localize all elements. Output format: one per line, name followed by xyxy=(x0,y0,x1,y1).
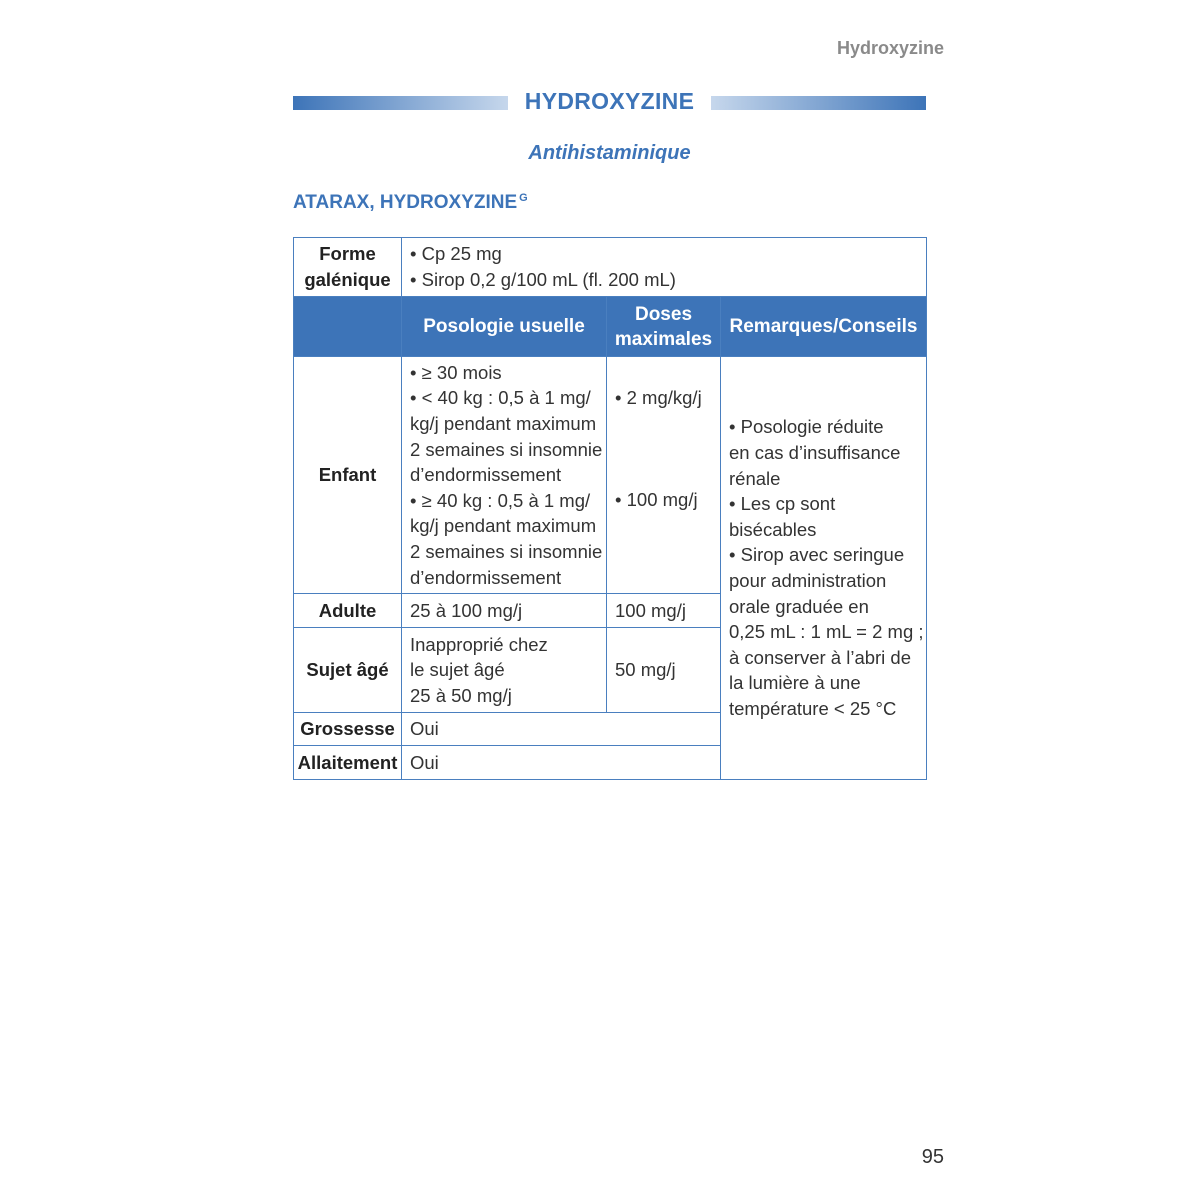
enfant-dose-1: • 2 mg/kg/j xyxy=(615,387,702,408)
sujet-age-dose: 50 mg/j xyxy=(607,628,721,713)
forme-value xyxy=(402,238,927,297)
sujet-age-posologie: Inapproprié chez le sujet âgé 25 à 50 mg/j xyxy=(402,628,607,713)
product-name-text: ATARAX, HYDROXYZINE xyxy=(293,192,518,213)
sujet-age-label: Sujet âgé xyxy=(294,628,402,713)
title-banner xyxy=(293,88,926,120)
drug-class: Antihistaminique xyxy=(528,142,691,164)
header-row xyxy=(294,297,927,357)
forme-item: • Cp 25 mg xyxy=(410,243,502,265)
running-head: Hydroxyzine xyxy=(836,38,944,58)
enfant-doses xyxy=(607,357,721,594)
page-number: 95 xyxy=(921,1146,944,1168)
header-remarques: Remarques/Conseils xyxy=(721,297,927,357)
adulte-dose: 100 mg/j xyxy=(607,594,721,628)
allaitement-value: Oui xyxy=(402,746,721,780)
enfant-label: Enfant xyxy=(294,357,402,594)
title-bar-right xyxy=(711,96,926,110)
header-doses: Doses maximales xyxy=(607,297,721,357)
remarques-cell: • Posologie réduite en cas d’insuffisance rénale • Les cp sont bisécables • Sirop avec seringue pour administration orale graduée en 0,25 mL : 1 mL = 2 mg ; à conserver à l’abri de la lumière à une température < 25 °C xyxy=(721,357,927,780)
grossesse-value: Oui xyxy=(402,713,721,746)
enfant-posologie: • ≥ 30 mois • < 40 kg : 0,5 à 1 mg/ kg/j pendant maximum 2 semaines si insomnie d’endormissement • ≥ 40 kg : 0,5 à 1 mg/ kg/j pendant maximum 2 semaines si insomnie d’endormissement xyxy=(402,357,607,594)
header-posologie: Posologie usuelle xyxy=(402,297,607,357)
header-empty-cell xyxy=(294,297,402,357)
page-title: HYDROXYZINE xyxy=(524,88,695,114)
allaitement-label: Allaitement xyxy=(294,746,402,780)
enfant-row xyxy=(294,357,927,594)
monograph-table xyxy=(293,237,927,780)
forme-item: • Sirop 0,2 g/100 mL (fl. 200 mL) xyxy=(410,269,676,290)
forme-row xyxy=(294,238,927,297)
adulte-posologie: 25 à 100 mg/j xyxy=(402,594,607,628)
forme-label: Forme galénique xyxy=(294,238,402,297)
product-name xyxy=(293,192,528,214)
title-bar-left xyxy=(293,96,508,110)
enfant-dose-2: • 100 mg/j xyxy=(615,488,698,510)
generic-marker: G xyxy=(519,192,528,204)
adulte-label: Adulte xyxy=(294,594,402,628)
grossesse-label: Grossesse xyxy=(294,713,402,746)
